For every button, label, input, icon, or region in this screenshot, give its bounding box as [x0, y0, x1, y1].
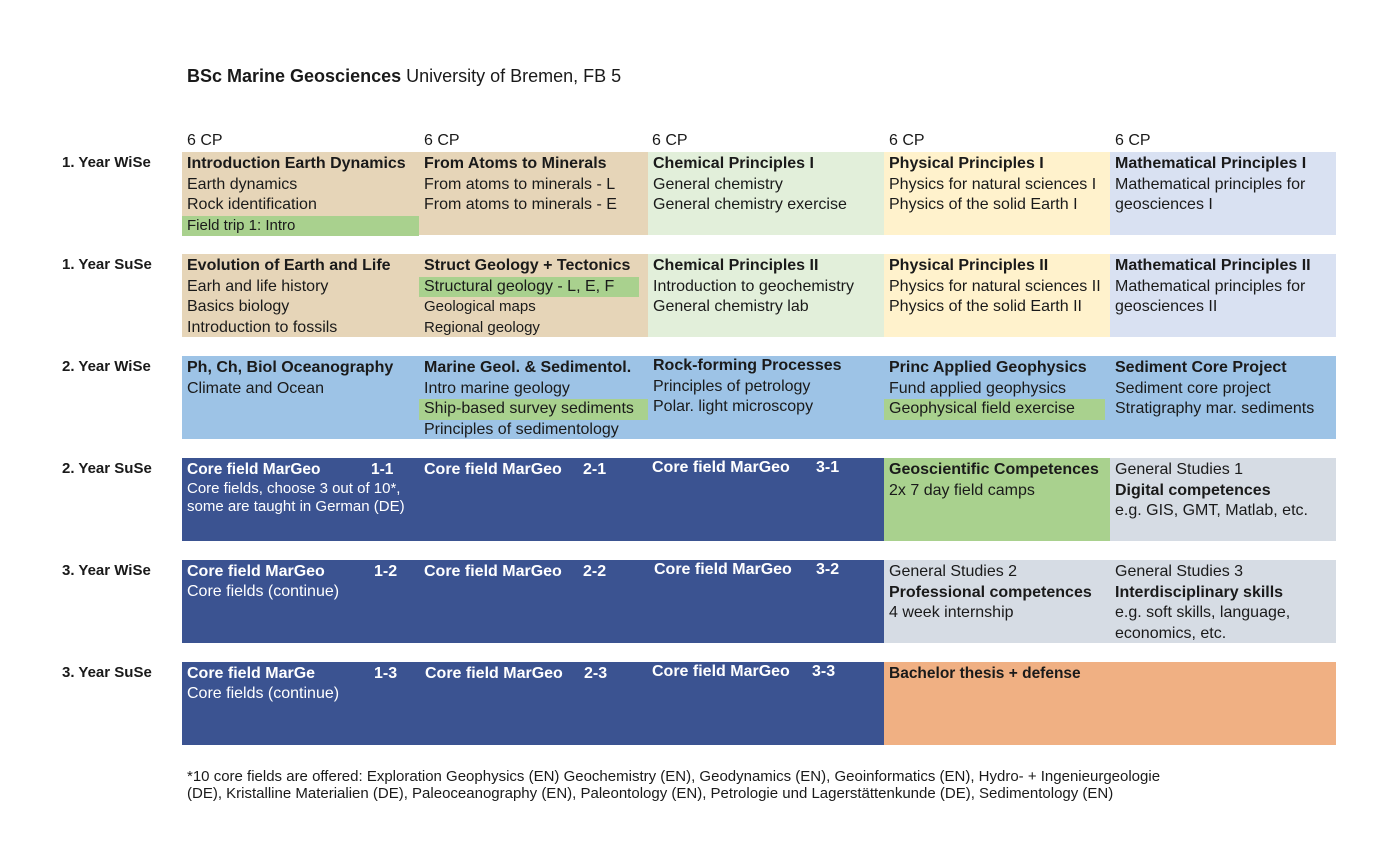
course-line: Physics of the solid Earth I: [889, 196, 1078, 213]
module-title: Digital competences: [1115, 481, 1271, 499]
core-field-number: 2-1: [583, 461, 607, 478]
course-line: Core fields (continue): [187, 583, 340, 600]
course-line: From atoms to minerals - E: [424, 196, 617, 213]
course-line: Rock identification: [187, 196, 317, 213]
course-line: some are taught in German (DE): [187, 498, 405, 515]
core-field-block-year3-wise: [182, 560, 884, 643]
module-title: Professional competences: [889, 583, 1092, 601]
field-course-highlight: Field trip 1: Intro: [182, 216, 419, 237]
core-field-number: 2-2: [583, 563, 607, 580]
course-line: e.g. soft skills, language,: [1115, 604, 1291, 621]
footnote: [187, 768, 1267, 802]
university-name: University of Bremen, FB 5: [406, 66, 622, 86]
course-line: 4 week internship: [889, 604, 1014, 621]
field-course-highlight: Structural geology - L, E, F: [419, 277, 639, 298]
core-field-block-year2-suse: [182, 458, 884, 541]
cp-label-col4: 6 CP: [889, 132, 925, 149]
course-line: Principles of petrology: [653, 377, 811, 395]
course-line: 2x 7 day field camps: [889, 481, 1035, 499]
course-line: From atoms to minerals - L: [424, 175, 616, 193]
course-line: Principles of sedimentology: [424, 420, 619, 438]
row-label-4: 2. Year SuSe: [62, 460, 152, 477]
module-title: Interdisciplinary skills: [1115, 583, 1284, 601]
module-title: Ph, Ch, Biol Oceanography: [187, 359, 394, 376]
core-field-1-2: [187, 562, 398, 583]
course-line: e.g. GIS, GMT, Matlab, etc.: [1115, 502, 1308, 519]
module-title: Physical Principles I: [889, 155, 1044, 172]
field-course-highlight: Geophysical field exercise: [884, 399, 1105, 420]
core-field-number: 1-3: [374, 665, 398, 682]
module-title: From Atoms to Minerals: [424, 155, 607, 172]
module-title: Physical Principles II: [889, 257, 1049, 274]
course-line: Geological maps: [424, 298, 536, 315]
core-field-number: 3-3: [812, 663, 836, 680]
row-label-3: 2. Year WiSe: [62, 358, 151, 375]
module-physical-principles-1: [884, 152, 1110, 235]
course-line: Physics for natural sciences I: [889, 175, 1097, 193]
module-title: Evolution of Earth and Life: [187, 257, 391, 274]
course-line: General chemistry: [653, 175, 783, 193]
core-field-number: 2-3: [584, 665, 608, 682]
module-rock-forming-processes: [648, 356, 884, 439]
program-name: BSc Marine Geosciences: [187, 66, 402, 86]
module-title: Sediment Core Project: [1115, 359, 1287, 376]
cp-label-col1: 6 CP: [187, 132, 223, 149]
core-field-title: Core field MarGe: [187, 665, 316, 682]
course-line: Stratigraphy mar. sediments: [1115, 400, 1315, 417]
module-oceanography: [182, 356, 419, 439]
footnote-line: *10 core fields are offered: Exploration Geophysics (EN) Geochemistry (EN), Geodynamics (EN), Geoinformatics (EN), Hydro- + Ingenieurgeologie: [187, 768, 1161, 785]
module-title: Chemical Principles I: [653, 155, 814, 172]
module-math-principles-1: [1110, 152, 1336, 235]
course-line: General chemistry lab: [653, 298, 809, 315]
module-sediment-core-project: [1110, 356, 1336, 439]
module-title: Geoscientific Competences: [889, 461, 1099, 478]
core-field-3-3: [652, 662, 836, 683]
module-general-studies-2: [884, 560, 1110, 643]
core-field-1-3: [187, 664, 398, 685]
core-field-title: Core field MarGeo: [187, 563, 325, 580]
cp-label-col5: 6 CP: [1115, 132, 1151, 149]
core-field-number: 1-1: [371, 461, 394, 478]
core-field-2-1: [424, 460, 607, 481]
course-line: Introduction to geochemistry: [653, 277, 854, 295]
cp-label-col3: 6 CP: [652, 132, 688, 149]
field-course-highlight: Ship-based survey sediments: [419, 399, 648, 420]
core-field-number: 1-2: [374, 563, 398, 580]
core-field-2-2: [424, 562, 607, 583]
core-field-title: Core field MarGeo: [424, 563, 562, 580]
row-label-6: 3. Year SuSe: [62, 664, 152, 681]
course-line: economics, etc.: [1115, 624, 1227, 642]
module-atoms-to-minerals: [419, 152, 648, 235]
course-line: geosciences I: [1115, 196, 1213, 213]
course-line: Climate and Ocean: [187, 379, 324, 397]
row-label-5: 3. Year WiSe: [62, 562, 151, 579]
course-line: Sediment core project: [1115, 379, 1271, 397]
core-field-title: Core field MarGeo: [654, 561, 792, 578]
course-line: Basics biology: [187, 298, 290, 315]
module-category: General Studies 2: [889, 563, 1018, 580]
core-field-title: Core field MarGeo: [424, 461, 562, 478]
core-field-1-1: [187, 460, 394, 481]
core-field-3-2: [654, 560, 840, 581]
module-title: Struct Geology + Tectonics: [424, 257, 631, 274]
module-bachelor-thesis: [884, 662, 1336, 745]
module-general-studies-1: [1110, 458, 1336, 541]
page-title: [187, 66, 621, 87]
module-intro-earth-dynamics: [182, 152, 419, 235]
module-general-studies-3: [1110, 560, 1336, 643]
module-title: Marine Geol. & Sedimentol.: [424, 359, 632, 376]
module-title: Mathematical Principles I: [1115, 155, 1307, 172]
course-line: Physics for natural sciences II: [889, 277, 1101, 295]
core-field-3-1: [652, 458, 840, 479]
module-evolution-earth-life: [182, 254, 419, 337]
module-chemical-principles-2: [648, 254, 884, 337]
core-field-title: Core field MarGeo: [652, 459, 790, 476]
module-title: Mathematical Principles II: [1115, 257, 1311, 274]
course-line: Intro marine geology: [424, 379, 570, 397]
course-line: Mathematical principles for: [1115, 175, 1306, 193]
module-math-principles-2: [1110, 254, 1336, 337]
core-field-title: Core field MarGeo: [652, 663, 790, 680]
module-title: Princ Applied Geophysics: [889, 359, 1087, 376]
course-line: Earth dynamics: [187, 175, 298, 193]
module-category: General Studies 1: [1115, 461, 1244, 478]
cp-label-col2: 6 CP: [424, 132, 460, 149]
module-title: Bachelor thesis + defense: [889, 665, 1081, 682]
core-field-number: 3-2: [816, 561, 840, 578]
core-field-title: Core field MarGeo: [187, 461, 321, 478]
core-field-number: 3-1: [816, 459, 840, 476]
row-label-2: 1. Year SuSe: [62, 256, 152, 273]
course-line: geosciences II: [1115, 298, 1218, 315]
row-label-1: 1. Year WiSe: [62, 154, 151, 171]
course-line: Core fields (continue): [187, 685, 340, 702]
course-line: Mathematical principles for: [1115, 277, 1306, 295]
footnote-line: (DE), Kristalline Materialien (DE), Paleoceanography (EN), Paleontology (EN), Petrologie und Lagerstättenkunde (DE), Sedimentology (EN): [187, 785, 1114, 802]
core-field-block-year3-suse: [182, 662, 884, 745]
core-field-2-3: [425, 664, 608, 685]
course-line: General chemistry exercise: [653, 196, 847, 213]
course-line: Physics of the solid Earth II: [889, 298, 1082, 315]
module-title: Introduction Earth Dynamics: [187, 155, 406, 172]
module-title: Chemical Principles II: [653, 257, 819, 274]
course-line: Introduction to fossils: [187, 318, 338, 336]
course-line: Regional geology: [424, 318, 540, 336]
module-struct-geology: [419, 254, 648, 337]
module-chemical-principles-1: [648, 152, 884, 235]
module-applied-geophysics: [884, 356, 1110, 439]
course-line: Earh and life history: [187, 277, 329, 295]
module-title: Rock-forming Processes: [653, 357, 842, 374]
module-category: General Studies 3: [1115, 563, 1244, 580]
course-line: Core fields, choose 3 out of 10*,: [187, 480, 401, 497]
core-field-title: Core field MarGeo: [425, 665, 563, 682]
module-marine-geology: [419, 356, 648, 439]
course-line: Polar. light microscopy: [653, 398, 814, 415]
course-line: Fund applied geophysics: [889, 379, 1067, 397]
module-physical-principles-2: [884, 254, 1110, 337]
module-geoscientific-competences: [884, 458, 1110, 541]
